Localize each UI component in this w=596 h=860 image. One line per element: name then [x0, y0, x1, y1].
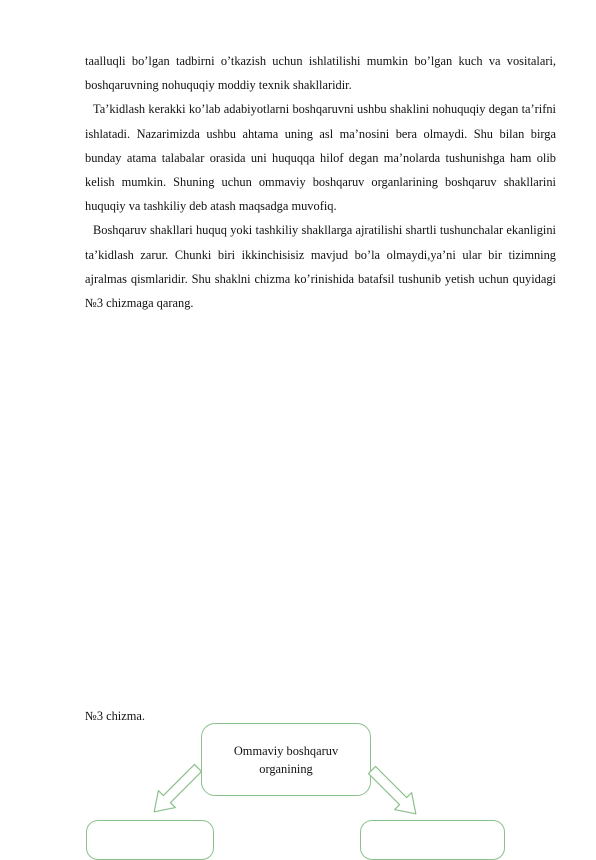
- diagram-right-box: [360, 820, 505, 860]
- arrow-right-icon: [364, 762, 425, 823]
- paragraph-1: taalluqli bo’lgan tadbirni o’tkazish uchun ishlatilishi mumkin bo’lgan kuch va vositalari, boshqaruvning nohuquqiy moddiy texnik shakllaridir.: [85, 54, 556, 93]
- diagram-main-box-label: Ommaviy boshqaruv organining: [233, 743, 339, 776]
- paragraph-3: Boshqaruv shakllari huquq yoki tashkiliy shakllarga ajratilishi shartli tushunchalar ekanligini ta’kidlash zarur. Chunki biri ikkinchisisiz mavjud bo’la olmaydi,ya’ni ular bir tizimning ajralmas qismlaridir. Shu shaklni chizma ko’rinishida batafsil tushunib yetish uchun quyidagi №3 chizmaga qarang.: [85, 223, 556, 311]
- body-text: [85, 49, 556, 315]
- arrow-left-icon: [146, 760, 207, 821]
- diagram-caption: №3 chizma.: [85, 709, 145, 723]
- diagram-left-box: [86, 820, 214, 860]
- paragraph-2: Ta’kidlash kerakki ko’lab adabiyotlarni boshqaruvni ushbu shaklini nohuquqiy degan ta’rifni ishlatadi. Nazarimizda ushbu ahtama uning asl ma’nosini bera olmaydi. Shu bilan birga bunday atama talabalar orasida uni huquqqa hilof degan ma’nolarda tushunishga ham olib kelish mumkin. Shuning uchun ommaviy boshqaruv organlarining boshqaruv shakllarini huquqiy va tashkiliy deb atash maqsadga muvofiq.: [85, 102, 556, 214]
- diagram-main-box: [201, 723, 371, 796]
